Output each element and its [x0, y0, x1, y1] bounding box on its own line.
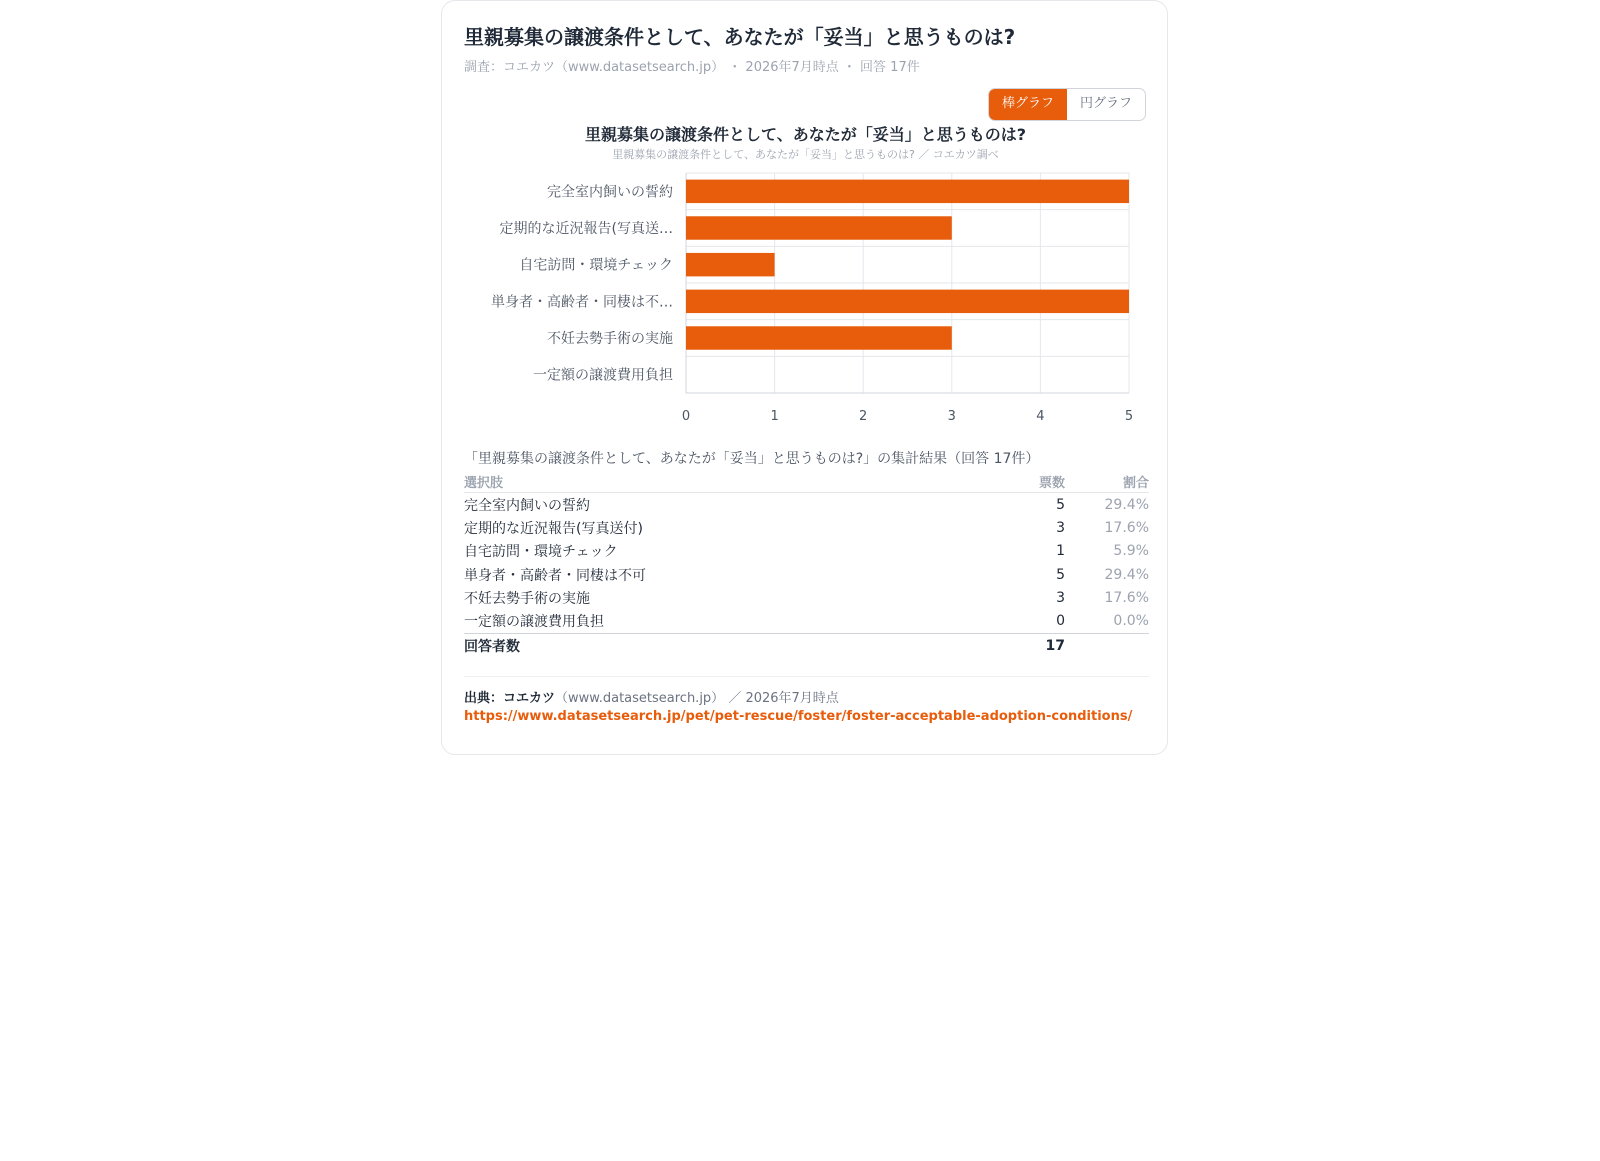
row-choice: 自宅訪問・環境チェック [464, 544, 618, 561]
row-votes: 3 [1056, 519, 1065, 536]
table-row [464, 563, 1149, 586]
survey-card [441, 0, 1168, 755]
row-votes: 0 [1056, 613, 1065, 630]
x-tick-label: 1 [770, 409, 779, 424]
bar [686, 290, 1129, 313]
row-choice: 不妊去勢手術の実施 [464, 590, 590, 607]
table-caption: 「里親募集の譲渡条件として、あなたが「妥当」と思うものは?」の集計結果（回答 17件） [464, 451, 1040, 467]
chart-subtitle: 里親募集の譲渡条件として、あなたが「妥当」と思うものは? ／ コエカツ調べ [612, 148, 999, 161]
row-ratio: 17.6% [1104, 519, 1149, 536]
source-detail: （www.datasetsearch.jp） ／ 2026年7月時点 [555, 691, 839, 706]
category-label: 自宅訪問・環境チェック [519, 257, 673, 274]
category-label: 不妊去勢手術の実施 [547, 331, 673, 347]
bar-chart [442, 123, 1169, 428]
row-ratio: 0.0% [1113, 613, 1149, 630]
row-choice: 一定額の譲渡費用負担 [464, 614, 604, 631]
pie-chart-tab[interactable]: 円グラフ [1079, 96, 1132, 111]
row-votes: 5 [1056, 566, 1065, 583]
result-table [464, 471, 1149, 659]
bar [686, 326, 952, 349]
table-row [464, 609, 1149, 633]
x-tick-label: 0 [681, 409, 691, 424]
bar [686, 216, 952, 239]
x-tick-label: 3 [947, 409, 956, 424]
row-choice: 定期的な近況報告(写真送付) [464, 520, 643, 537]
source-label: 出典：コエカツ [464, 691, 556, 706]
source-link[interactable]: https://www.datasetsearch.jp/pet/pet-rescue/foster/foster-acceptable-adoption-conditions/ [464, 709, 1133, 724]
x-tick-label: 4 [1036, 409, 1045, 424]
chart-title: 里親募集の譲渡条件として、あなたが「妥当」と思うものは? [585, 125, 1026, 144]
table-row [464, 493, 1149, 517]
row-choice: 単身者・高齢者・同棲は不可 [464, 567, 646, 584]
header-choice: 選択肢 [464, 471, 1005, 493]
page-title: 里親募集の譲渡条件として、あなたが「妥当」と思うものは? [464, 25, 1016, 49]
row-choice: 完全室内飼いの誓約 [464, 497, 590, 514]
table-header-row [464, 471, 1149, 493]
survey-meta: 調査：コエカツ（www.datasetsearch.jp） ・ 2026年7月時点 ・ 回答 17件 [464, 60, 920, 75]
bar-chart-tab[interactable]: 棒グラフ [989, 89, 1067, 120]
total-label: 回答者数 [464, 633, 1005, 659]
row-votes: 5 [1056, 496, 1065, 513]
table-total-row [464, 633, 1149, 659]
total-empty [1065, 633, 1149, 659]
footer-divider [464, 676, 1149, 677]
total-value: 17 [1005, 633, 1065, 659]
category-label: 定期的な近況報告(写真送… [499, 221, 673, 237]
category-label: 一定額の譲渡費用負担 [533, 367, 673, 384]
row-ratio: 17.6% [1104, 589, 1149, 606]
category-label: 単身者・高齢者・同棲は不… [491, 294, 673, 311]
table-row [464, 586, 1149, 609]
category-label: 完全室内飼いの誓約 [547, 184, 673, 201]
row-votes: 1 [1056, 543, 1065, 560]
header-votes: 票数 [1005, 471, 1065, 493]
row-ratio: 29.4% [1104, 496, 1149, 513]
row-votes: 3 [1056, 589, 1065, 606]
bar [686, 180, 1129, 203]
x-tick-label: 5 [1124, 409, 1134, 424]
chart-type-toggle [988, 88, 1146, 121]
x-tick-label: 2 [859, 409, 868, 424]
row-ratio: 29.4% [1104, 566, 1149, 583]
table-row [464, 540, 1149, 563]
row-ratio: 5.9% [1113, 543, 1149, 560]
source-citation [464, 687, 839, 706]
header-ratio: 割合 [1065, 471, 1149, 493]
table-row [464, 516, 1149, 539]
bar [686, 253, 775, 276]
